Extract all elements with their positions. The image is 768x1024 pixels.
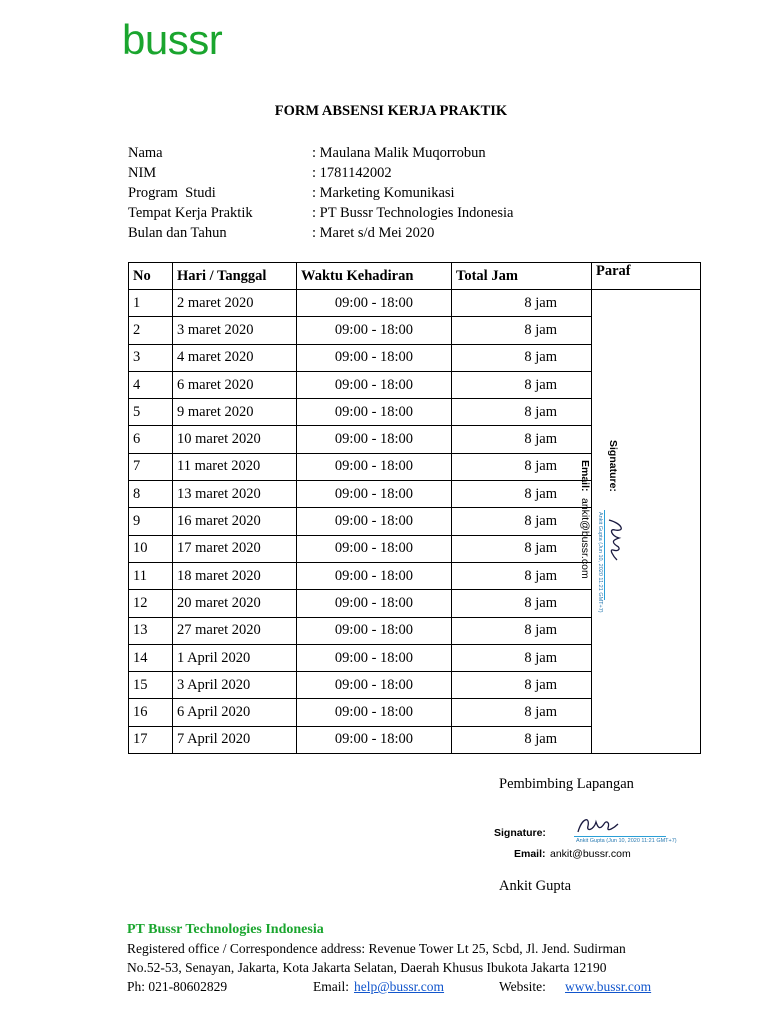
cell-time: 09:00 - 18:00	[297, 371, 452, 398]
footer-address-1: Registered office / Correspondence address: Revenue Tower Lt 25, Scbd, Jl. Jend. Sudirman	[127, 941, 626, 956]
footer-address-2: No.52-53, Senayan, Jakarta, Kota Jakarta Selatan, Daerah Khusus Ibukota Jakarta 12190	[127, 960, 607, 975]
info-value: : Maret s/d Mei 2020	[312, 225, 435, 241]
email-value: ankit@bussr.com	[579, 498, 591, 579]
footer	[127, 920, 652, 996]
cell-total: 8 jam	[452, 699, 592, 726]
cell-time: 09:00 - 18:00	[297, 590, 452, 617]
cell-total: 8 jam	[452, 672, 592, 699]
cell-total: 8 jam	[452, 617, 592, 644]
cell-time: 09:00 - 18:00	[297, 481, 452, 508]
cell-date: 1 April 2020	[173, 644, 297, 671]
footer-email-label: Email:	[313, 979, 349, 994]
cell-no: 17	[129, 726, 173, 753]
handwritten-signature	[603, 516, 627, 564]
cell-no: 4	[129, 371, 173, 398]
cell-time: 09:00 - 18:00	[297, 290, 452, 317]
cell-time: 09:00 - 18:00	[297, 644, 452, 671]
cell-total: 8 jam	[452, 426, 592, 453]
cell-date: 10 maret 2020	[173, 426, 297, 453]
cell-total: 8 jam	[452, 453, 592, 480]
cell-no: 14	[129, 644, 173, 671]
footer-email-link[interactable]: help@bussr.com	[354, 979, 445, 994]
cell-date: 2 maret 2020	[173, 290, 297, 317]
cell-no: 3	[129, 344, 173, 371]
header-paraf: Paraf	[592, 263, 701, 290]
cell-date: 6 April 2020	[173, 699, 297, 726]
cell-date: 9 maret 2020	[173, 399, 297, 426]
cell-date: 6 maret 2020	[173, 371, 297, 398]
cell-date: 13 maret 2020	[173, 481, 297, 508]
paraf-signature-block	[569, 438, 621, 613]
cell-no: 11	[129, 562, 173, 589]
bussr-logo: bussr	[122, 16, 223, 63]
signature-stamp: Ankit Gupta (Jun 10, 2020 11:21 GMT+7)	[576, 838, 677, 844]
cell-no: 7	[129, 453, 173, 480]
cell-time: 09:00 - 18:00	[297, 672, 452, 699]
cell-total: 8 jam	[452, 644, 592, 671]
cell-date: 3 maret 2020	[173, 317, 297, 344]
cell-time: 09:00 - 18:00	[297, 562, 452, 589]
header-no: No	[129, 263, 173, 290]
cell-total: 8 jam	[452, 590, 592, 617]
footer-website-label: Website:	[499, 979, 546, 994]
cell-total: 8 jam	[452, 317, 592, 344]
signature-label: Signature:	[607, 440, 619, 492]
footer-contact	[127, 977, 652, 996]
cell-no: 5	[129, 399, 173, 426]
cell-date: 4 maret 2020	[173, 344, 297, 371]
cell-no: 2	[129, 317, 173, 344]
cell-date: 3 April 2020	[173, 672, 297, 699]
cell-date: 18 maret 2020	[173, 562, 297, 589]
signature-line	[574, 836, 666, 837]
header-date: Hari / Tanggal	[173, 263, 297, 290]
info-label: NIM	[128, 165, 157, 181]
email-label: Email:	[514, 848, 546, 860]
cell-no: 1	[129, 290, 173, 317]
cell-time: 09:00 - 18:00	[297, 726, 452, 753]
cell-no: 12	[129, 590, 173, 617]
signature-line	[604, 510, 605, 600]
cell-total: 8 jam	[452, 726, 592, 753]
cell-time: 09:00 - 18:00	[297, 699, 452, 726]
signer-name: Ankit Gupta	[499, 878, 572, 894]
header-total: Total Jam	[452, 263, 592, 290]
info-value: : 1781142002	[312, 165, 392, 181]
cell-time: 09:00 - 18:00	[297, 535, 452, 562]
form-title: FORM ABSENSI KERJA PRAKTIK	[274, 103, 508, 119]
signature-stamp: Ankit Gupta (Jun 10, 2020 11:21 GMT+7)	[597, 512, 603, 613]
email-value: ankit@bussr.com	[550, 848, 631, 860]
cell-time: 09:00 - 18:00	[297, 426, 452, 453]
info-label: Tempat Kerja Praktik	[128, 205, 253, 221]
cell-time: 09:00 - 18:00	[297, 508, 452, 535]
footer-website-link[interactable]: www.bussr.com	[565, 979, 652, 994]
cell-no: 8	[129, 481, 173, 508]
cell-date: 17 maret 2020	[173, 535, 297, 562]
header-time: Waktu Kehadiran	[297, 263, 452, 290]
info-value: : Marketing Komunikasi	[312, 185, 455, 201]
cell-total: 8 jam	[452, 371, 592, 398]
cell-date: 7 April 2020	[173, 726, 297, 753]
cell-total: 8 jam	[452, 535, 592, 562]
info-value: : Maulana Malik Muqorrobun	[312, 145, 486, 161]
cell-no: 15	[129, 672, 173, 699]
cell-time: 09:00 - 18:00	[297, 617, 452, 644]
cell-time: 09:00 - 18:00	[297, 399, 452, 426]
cell-no: 10	[129, 535, 173, 562]
info-label: Nama	[128, 145, 163, 161]
footer-company: PT Bussr Technologies Indonesia	[127, 922, 324, 937]
table-row	[129, 290, 701, 317]
cell-total: 8 jam	[452, 399, 592, 426]
cell-date: 27 maret 2020	[173, 617, 297, 644]
table-header-row	[129, 263, 701, 290]
signature-label: Signature:	[494, 827, 546, 839]
cell-total: 8 jam	[452, 290, 592, 317]
cell-total: 8 jam	[452, 508, 592, 535]
cell-time: 09:00 - 18:00	[297, 317, 452, 344]
supervisor-signature	[490, 812, 677, 868]
cell-no: 6	[129, 426, 173, 453]
cell-total: 8 jam	[452, 562, 592, 589]
cell-no: 16	[129, 699, 173, 726]
cell-date: 20 maret 2020	[173, 590, 297, 617]
pembimbing-label: Pembimbing Lapangan	[499, 776, 634, 792]
info-value: : PT Bussr Technologies Indonesia	[312, 205, 514, 221]
cell-total: 8 jam	[452, 481, 592, 508]
cell-date: 11 maret 2020	[173, 453, 297, 480]
info-label: Bulan dan Tahun	[128, 225, 227, 241]
email-label: Email:	[579, 460, 591, 492]
footer-phone: Ph: 021-80602829	[127, 979, 228, 994]
cell-time: 09:00 - 18:00	[297, 453, 452, 480]
info-label: Program Studi	[128, 185, 216, 201]
handwritten-signature	[574, 814, 622, 838]
cell-no: 13	[129, 617, 173, 644]
cell-date: 16 maret 2020	[173, 508, 297, 535]
cell-total: 8 jam	[452, 344, 592, 371]
cell-no: 9	[129, 508, 173, 535]
cell-time: 09:00 - 18:00	[297, 344, 452, 371]
